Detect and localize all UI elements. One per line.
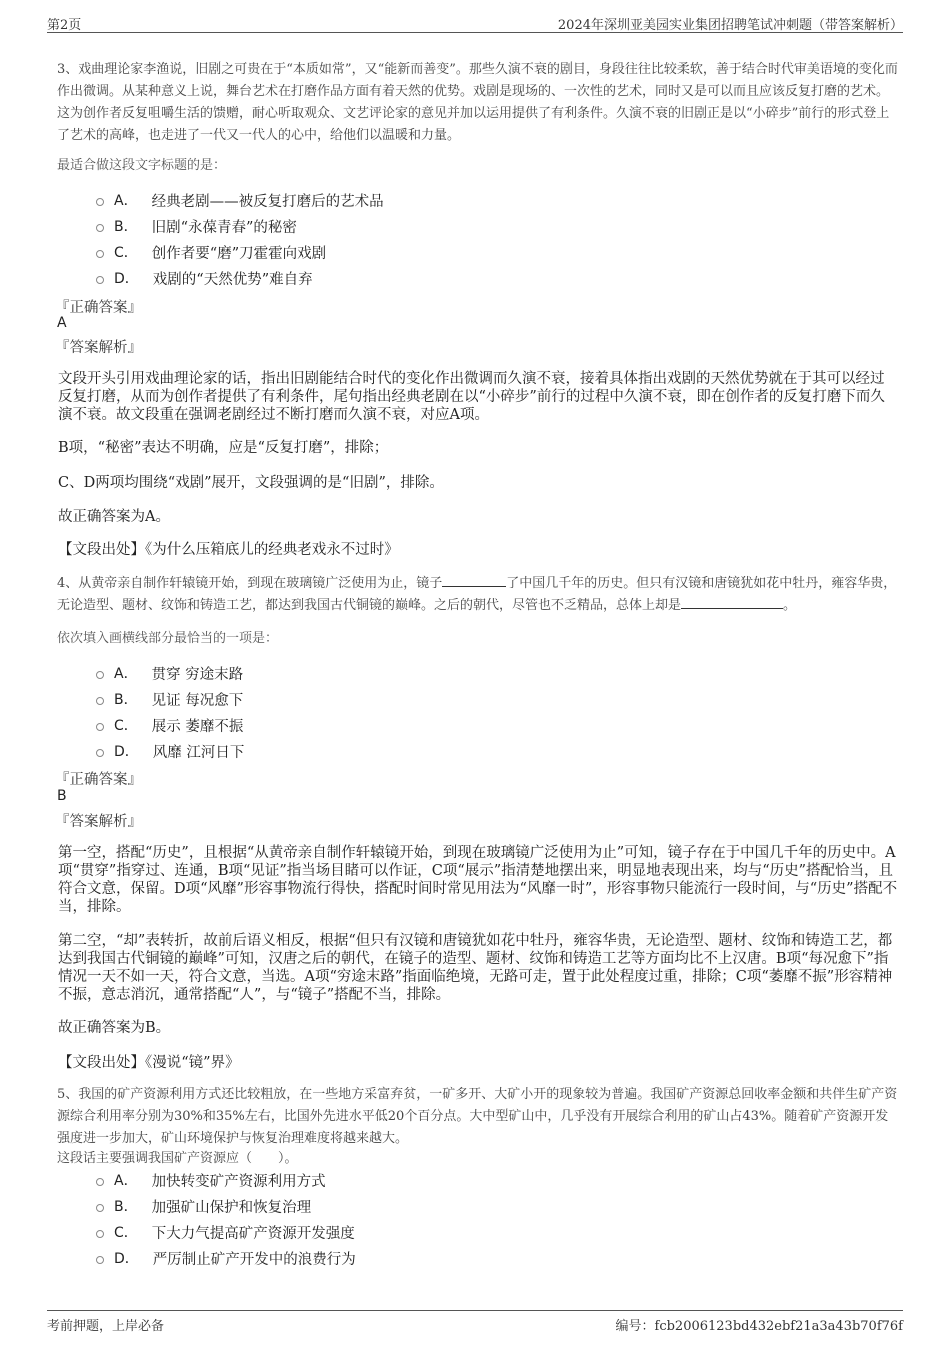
radio-button[interactable] <box>96 723 104 731</box>
analysis-label: 『答案解析』 <box>55 340 142 356</box>
option-b[interactable]: B． 旧剧“永葆青春”的秘密 <box>96 213 384 239</box>
analysis-paragraph: 故正确答案为B。 <box>58 1020 171 1036</box>
analysis-paragraph: B项，“秘密”表达不明确，应是“反复打磨”，排除； <box>58 440 389 456</box>
option-d[interactable]: D． 严厉制止矿产开发中的浪费行为 <box>96 1245 356 1271</box>
radio-button[interactable] <box>96 276 104 284</box>
analysis-paragraph: 文段开头引用戏曲理论家的话，指出旧剧能结合时代的变化作出微调而久演不衰，接着具体指出戏剧的天然优势就在于其可以经过反复打磨，从而为创作者提供了有利条件，尾句指出经典老剧在以“小碎步”前行的过程中久演不衰，即在创作者的反复打磨下而久演不衰。故文段重在强调老剧经过不断打磨而久演不衰，对应A项。 <box>58 371 885 423</box>
question-text: 3、戏曲理论家李渔说，旧剧之可贵在于“本质如常”，又“能新而善变”。那些久演不衰的剧目，身段往往比较柔软，善于结合时代审美语境的变化而作出微调。从某种意义上说，舞台艺术在打磨作品方面有着天然的优势。戏剧是现场的、一次性的艺术，同时又是可以而且应该反复打磨的艺术。这为创作者反复咀嚼生活的馈赠，耐心听取观众、文艺评论家的意见并加以运用提供了有利条件。久演不衰的旧剧正是以“小碎步”前行的形式登上了艺术的高峰，也走进了一代又一代人的心中，给他们以温暖和力量。 <box>57 62 898 143</box>
radio-button[interactable] <box>96 224 104 232</box>
page-header <box>47 12 903 33</box>
options-q3 <box>96 187 384 291</box>
option-c[interactable]: C． 下大力气提高矿产资源开发强度 <box>96 1219 356 1245</box>
radio-button[interactable] <box>96 697 104 705</box>
question-4 <box>57 573 898 617</box>
question-prompt: 这段话主要强调我国矿产资源应（ ）。 <box>57 1151 298 1166</box>
document-title: 2024年深圳亚美园实业集团招聘笔试冲刺题（带答案解析） <box>557 18 903 33</box>
option-a[interactable]: A． 经典老剧——被反复打磨后的艺术品 <box>96 187 384 213</box>
question-3 <box>57 59 898 147</box>
question-5 <box>57 1084 898 1150</box>
fill-blank <box>681 596 783 609</box>
option-a[interactable]: A． 贯穿 穷途末路 <box>96 660 244 686</box>
correct-answer-label: 『正确答案』 <box>55 300 142 316</box>
radio-button[interactable] <box>96 1204 104 1212</box>
analysis-paragraph: 第二空，“却”表转折，故前后语义相反，根据“但只有汉镜和唐镜犹如花中牡丹，雍容华贵，无论造型、题材、纹饰和铸造工艺，都达到我国古代铜镜的巅峰”可知，汉唐之后的朝代，在镜子的造型、题材、纹饰和铸造工艺等方面均比不上汉唐。B项“每况愈下”指情况一天不如一天，符合文意，当选。A项“穷途末路”指面临绝境，无路可走，置于此处程度过重，排除；C项“萎靡不振”形容精神不振，意志消沉，通常搭配“人”，与“镜子”搭配不当，排除。 <box>58 933 893 1003</box>
correct-answer: B <box>57 788 67 804</box>
document-id: 编号：fcb2006123bd432ebf21a3a43b70f76f <box>615 1319 903 1334</box>
footer-slogan: 考前押题，上岸必备 <box>47 1319 165 1334</box>
radio-button[interactable] <box>96 671 104 679</box>
correct-answer: A <box>57 315 67 331</box>
option-d[interactable]: D． 戏剧的“天然优势”难自弃 <box>96 265 384 291</box>
page-number: 第2页 <box>47 18 82 33</box>
fill-blank <box>442 574 506 587</box>
option-c[interactable]: C． 创作者要“磨”刀霍霍向戏剧 <box>96 239 384 265</box>
radio-button[interactable] <box>96 749 104 757</box>
source-citation: 【文段出处】《漫说“镜”界》 <box>58 1055 240 1071</box>
radio-button[interactable] <box>96 250 104 258</box>
page-footer <box>47 1310 903 1333</box>
question-text: 5、我国的矿产资源利用方式还比较粗放，在一些地方采富弃贫，一矿多开、大矿小开的现象较为普遍。我国矿产资源总回收率金额和共伴生矿产资源综合利用率分别为30%和35%左右，比国外先进水平低20个百分点。大中型矿山中，几乎没有开展综合利用的矿山占43%。随着矿产资源开发强度进一步加大，矿山环境保护与恢复治理难度将越来越大。 <box>57 1087 898 1146</box>
option-b[interactable]: B． 见证 每况愈下 <box>96 686 244 712</box>
analysis-paragraph: 故正确答案为A。 <box>58 509 170 525</box>
analysis-paragraph: C、D两项均围绕“戏剧”展开，文段强调的是“旧剧”，排除。 <box>58 475 444 491</box>
correct-answer-label: 『正确答案』 <box>55 772 142 788</box>
option-a[interactable]: A． 加快转变矿产资源利用方式 <box>96 1167 356 1193</box>
radio-button[interactable] <box>96 198 104 206</box>
analysis-label: 『答案解析』 <box>55 814 142 830</box>
radio-button[interactable] <box>96 1256 104 1264</box>
options-q5 <box>96 1167 356 1271</box>
options-q4 <box>96 660 244 764</box>
option-d[interactable]: D． 风靡 江河日下 <box>96 738 244 764</box>
question-text: 4、从黄帝亲自制作轩辕镜开始，到现在玻璃镜广泛使用为止，镜子 了中国几千年的历史。但只有汉镜和唐镜犹如花中牡丹，雍容华贵，无论造型、题材、纹饰和铸造工艺，都达到我国古代铜镜的巅峰。之后的朝代，尽管也不乏精品，总体上却是 。 <box>57 576 897 613</box>
question-prompt: 最适合做这段文字标题的是： <box>57 158 227 173</box>
option-c[interactable]: C． 展示 萎靡不振 <box>96 712 244 738</box>
option-b[interactable]: B． 加强矿山保护和恢复治理 <box>96 1193 356 1219</box>
radio-button[interactable] <box>96 1178 104 1186</box>
radio-button[interactable] <box>96 1230 104 1238</box>
analysis-paragraph: 第一空，搭配“历史”，且根据“从黄帝亲自制作轩辕镜开始，到现在玻璃镜广泛使用为止”可知，镜子存在于中国几千年的历史中。A项“贯穿”指穿过、连通，B项“见证”指当场目睹可以作证，C项“展示”指清楚地摆出来，明显地表现出来，均与“历史”搭配恰当，且符合文意，保留。D项“风靡”形容事物流行得快，搭配时间时常见用法为“风靡一时”，形容事物只能流行一段时间，与“历史”搭配不当，排除。 <box>58 845 898 915</box>
source-citation: 【文段出处】《为什么压箱底儿的经典老戏永不过时》 <box>58 542 399 558</box>
question-prompt: 依次填入画横线部分最恰当的一项是： <box>57 631 279 646</box>
